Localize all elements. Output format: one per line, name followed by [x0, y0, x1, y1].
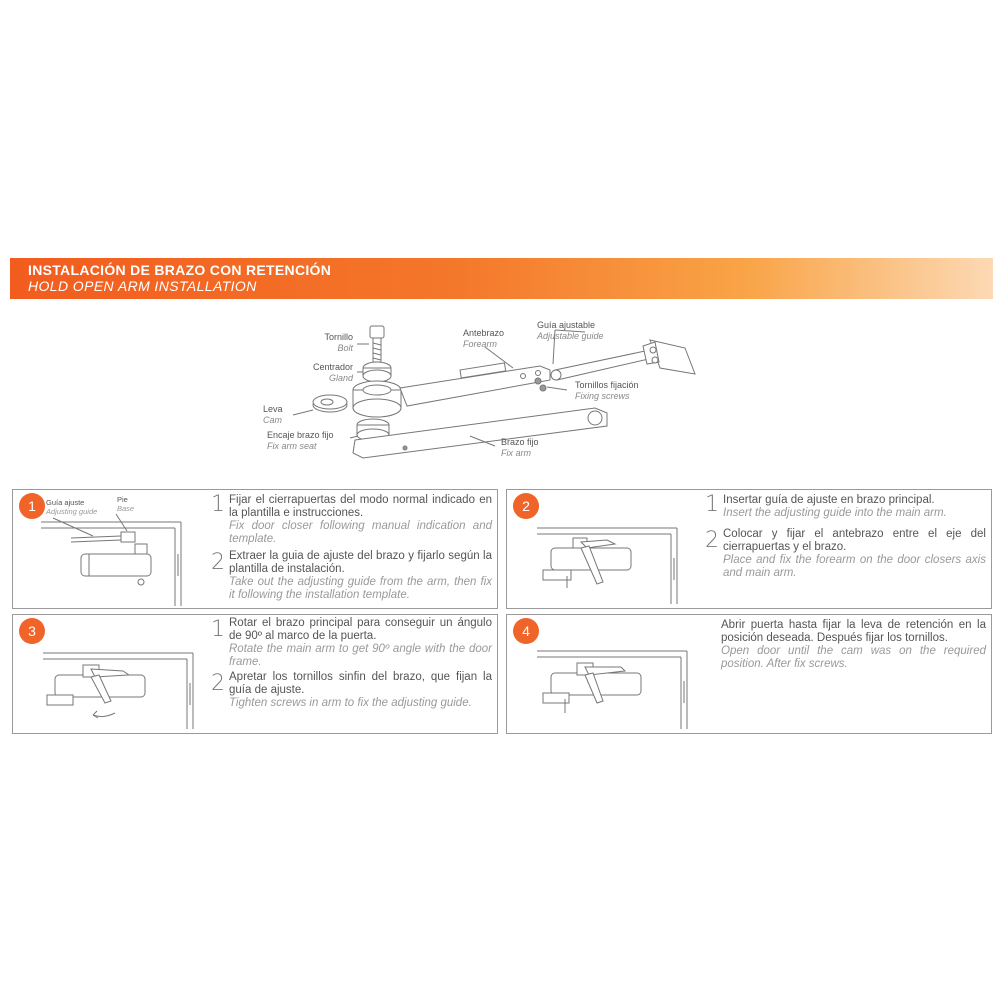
step-2-text: Apretar los tornillos sinfin del brazo, que fijan la guía de ajuste. Tighten screws in arm to fix the adjusting guide. — [229, 671, 492, 709]
step-text: Abrir puerta hasta fijar la leva de retención en la posición deseada. Después fijar los tornillos. Open door until the cam was on the required position. After fix screws. — [721, 619, 986, 670]
step-panel-3 — [12, 614, 498, 734]
step-number: 2 — [705, 528, 719, 553]
section-title: INSTALACIÓN DE BRAZO CON RETENCIÓN — [28, 262, 332, 278]
panel-3-illustration — [43, 643, 203, 729]
label-bolt: Tornillo Bolt — [324, 332, 353, 353]
label-adjustable-guide: Guía ajustable Adjustable guide — [537, 320, 604, 341]
label-fixing-screws: Tornillos fijación Fixing screws — [575, 380, 639, 401]
step-number: 1 — [705, 492, 719, 517]
step-number: 2 — [211, 671, 225, 696]
label-fix-arm: Brazo fijo Fix arm — [501, 437, 539, 458]
step-number: 2 — [211, 550, 225, 575]
panel-2-illustration — [537, 518, 687, 604]
label-fix-arm-seat: Encaje brazo fijo Fix arm seat — [267, 430, 334, 451]
step-number: 1 — [211, 617, 225, 642]
panel-number-badge: 3 — [19, 618, 45, 644]
step-panel-1 — [12, 489, 498, 609]
mini-label-base: Pie Base — [117, 495, 135, 513]
label-cam: Leva Cam — [263, 404, 283, 425]
panel-number-badge: 1 — [19, 493, 45, 519]
panel-4-illustration — [537, 641, 697, 729]
label-gland: Centrador Gland — [312, 362, 353, 383]
step-2-text: Extraer la guia de ajuste del brazo y fijarlo según la plantilla de instalación. Take out the adjusting guide from the arm, then fix it following the installation template. — [229, 550, 492, 601]
step-1-text: Rotar el brazo principal para conseguir un ángulo de 90º al marco de la puerta. Rotate the main arm to get 90º angle with the door frame. — [229, 617, 492, 668]
step-number: 1 — [211, 492, 225, 517]
section-subtitle: HOLD OPEN ARM INSTALLATION — [28, 278, 257, 294]
label-forearm: Antebrazo Forearm — [463, 328, 505, 349]
step-1-text: Insertar guía de ajuste en brazo principal. Insert the adjusting guide into the main arm. — [723, 494, 947, 519]
panel-1-illustration — [41, 514, 201, 606]
panel-number-badge: 2 — [513, 493, 539, 519]
panel-number-badge: 4 — [513, 618, 539, 644]
step-1-text: Fijar el cierrapuertas del modo normal indicado en la plantilla e instrucciones. Fix door closer following manual indication and template. — [229, 494, 492, 545]
step-2-text: Colocar y fijar el antebrazo entre el eje del cierrapuertas y el brazo. Place and fix the forearm on the door closers axis and main arm. — [723, 528, 986, 579]
exploded-arm-diagram — [255, 318, 725, 468]
mini-label-adjusting-guide: Guía ajuste Adjusting guide — [46, 498, 98, 516]
section-banner — [10, 258, 993, 299]
step-panel-4 — [506, 614, 992, 734]
step-panel-2 — [506, 489, 992, 609]
